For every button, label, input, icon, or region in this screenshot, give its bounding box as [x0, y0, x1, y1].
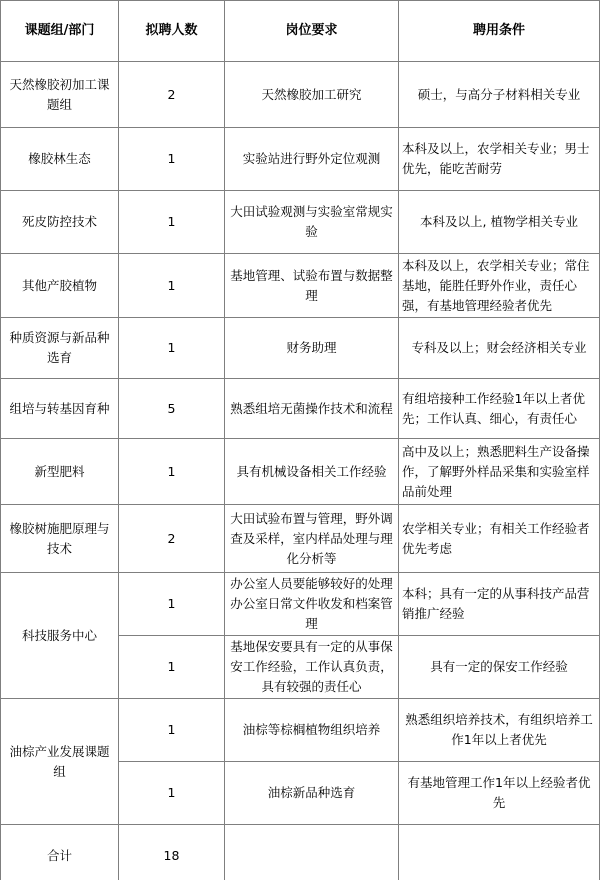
group-cell: 油棕产业发展课题组 — [1, 699, 119, 825]
condition-cell: 熟悉组织培养技术，有组织培养工作1年以上者优先 — [399, 699, 600, 762]
condition-cell: 有基地管理工作1年以上经验者优先 — [399, 762, 600, 825]
header-condition: 聘用条件 — [399, 1, 600, 62]
total-empty-cell — [225, 825, 399, 880]
condition-cell: 专科及以上；财会经济相关专业 — [399, 318, 600, 379]
table-row — [1, 573, 600, 636]
requirement-cell: 财务助理 — [225, 318, 399, 379]
table-row — [1, 699, 600, 762]
total-count: 18 — [119, 825, 225, 880]
count-cell: 1 — [119, 699, 225, 762]
count-cell: 1 — [119, 254, 225, 318]
group-cell: 其他产胶植物 — [1, 254, 119, 318]
condition-cell: 本科及以上，农学相关专业；常住基地，能胜任野外作业，责任心强，有基地管理经验者优先 — [399, 254, 600, 318]
requirement-cell: 油棕新品种选育 — [225, 762, 399, 825]
requirement-cell: 天然橡胶加工研究 — [225, 62, 399, 128]
table-row — [1, 505, 600, 573]
condition-cell: 本科及以上，农学相关专业；男士优先，能吃苦耐劳 — [399, 128, 600, 191]
requirement-cell: 具有机械设备相关工作经验 — [225, 439, 399, 505]
table-row — [1, 379, 600, 439]
group-cell: 科技服务中心 — [1, 573, 119, 699]
table-header-row — [1, 1, 600, 62]
group-cell: 橡胶树施肥原理与技术 — [1, 505, 119, 573]
count-cell: 1 — [119, 439, 225, 505]
requirement-cell: 熟悉组培无菌操作技术和流程 — [225, 379, 399, 439]
table-row — [1, 439, 600, 505]
group-cell: 死皮防控技术 — [1, 191, 119, 254]
condition-cell: 具有一定的保安工作经验 — [399, 636, 600, 699]
table-row — [1, 191, 600, 254]
header-requirement: 岗位要求 — [225, 1, 399, 62]
condition-cell: 有组培接种工作经验1年以上者优先；工作认真、细心，有责任心 — [399, 379, 600, 439]
total-row — [1, 825, 600, 880]
count-cell: 1 — [119, 128, 225, 191]
condition-cell: 农学相关专业；有相关工作经验者优先考虑 — [399, 505, 600, 573]
total-empty-cell — [399, 825, 600, 880]
requirement-cell: 实验站进行野外定位观测 — [225, 128, 399, 191]
count-cell: 2 — [119, 505, 225, 573]
count-cell: 1 — [119, 636, 225, 699]
count-cell: 2 — [119, 62, 225, 128]
table-row — [1, 318, 600, 379]
table-row — [1, 128, 600, 191]
requirement-cell: 基地管理、试验布置与数据整理 — [225, 254, 399, 318]
table-row — [1, 62, 600, 128]
count-cell: 5 — [119, 379, 225, 439]
condition-cell: 本科；具有一定的从事科技产品营销推广经验 — [399, 573, 600, 636]
requirement-cell: 办公室人员要能够较好的处理办公室日常文件收发和档案管理 — [225, 573, 399, 636]
requirement-cell: 基地保安要具有一定的从事保安工作经验，工作认真负责，具有较强的责任心 — [225, 636, 399, 699]
table-row — [1, 254, 600, 318]
group-cell: 种质资源与新品种选育 — [1, 318, 119, 379]
header-count: 拟聘人数 — [119, 1, 225, 62]
requirement-cell: 油棕等棕榈植物组织培养 — [225, 699, 399, 762]
count-cell: 1 — [119, 191, 225, 254]
count-cell: 1 — [119, 762, 225, 825]
group-cell: 天然橡胶初加工课题组 — [1, 62, 119, 128]
header-group: 课题组/部门 — [1, 1, 119, 62]
group-cell: 新型肥料 — [1, 439, 119, 505]
requirement-cell: 大田试验布置与管理，野外调查及采样，室内样品处理与理化分析等 — [225, 505, 399, 573]
count-cell: 1 — [119, 318, 225, 379]
condition-cell: 硕士，与高分子材料相关专业 — [399, 62, 600, 128]
condition-cell: 高中及以上；熟悉肥料生产设备操作，了解野外样品采集和实验室样品前处理 — [399, 439, 600, 505]
requirement-cell: 大田试验观测与实验室常规实验 — [225, 191, 399, 254]
group-cell: 橡胶林生态 — [1, 128, 119, 191]
total-label: 合计 — [1, 825, 119, 880]
condition-cell: 本科及以上, 植物学相关专业 — [399, 191, 600, 254]
count-cell: 1 — [119, 573, 225, 636]
group-cell: 组培与转基因育种 — [1, 379, 119, 439]
